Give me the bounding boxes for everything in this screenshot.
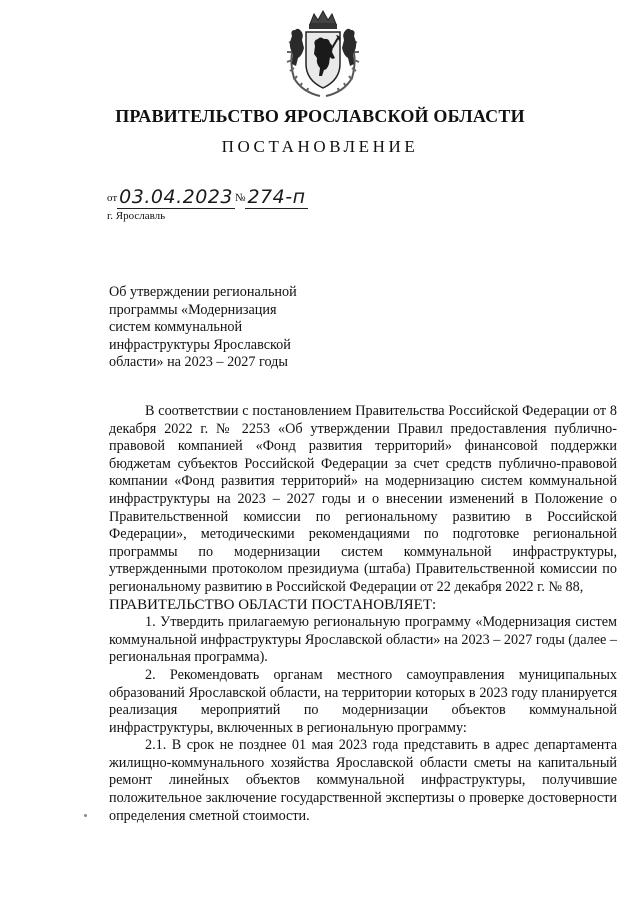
subject-line: Об утверждении региональной	[109, 284, 297, 300]
subject-line: систем коммунальной	[109, 319, 243, 335]
number-label: №	[234, 192, 246, 204]
clause-2-1: 2.1. В срок не позднее 01 мая 2023 года представить в адрес департамента жилищно-коммунального хозяйства Ярославской области сметы на капитальный ремонт линейных объектов коммунальной инфраструктуры, получившие положительное заключение государственной экспертизы о проверке достоверности определения сметной стоимости.	[109, 737, 617, 824]
subject-line: области» на 2023 – 2027 годы	[109, 354, 288, 370]
clause-2: 2. Рекомендовать органам местного самоуправления муниципальных образований Ярославской области, на территории которых в 2023 году планируется реализация мероприятий по модернизации объектов коммунальной инфраструктуры, включенных в региональную программу:	[109, 666, 617, 736]
subject-line: программы «Модернизация	[109, 301, 277, 318]
document-body	[109, 403, 617, 825]
dateline	[107, 186, 308, 208]
resolution-heading: ПРАВИТЕЛЬСТВО ОБЛАСТИ ПОСТАНОВЛЯЕТ:	[109, 596, 437, 613]
document-date: 03.04.2023	[119, 186, 233, 208]
scan-speck	[84, 814, 87, 817]
document-type: ПОСТАНОВЛЕНИЕ	[221, 137, 419, 156]
clause-1: 1. Утвердить прилагаемую региональную программу «Модернизация систем коммунальной инфраструктуры Ярославской области» на 2023 – 2027 годы (далее – региональная программа).	[109, 614, 617, 666]
yaroslavl-coat-of-arms-icon	[280, 8, 366, 100]
subject-line: инфраструктуры Ярославской	[109, 336, 291, 353]
city-label: г. Ярославль	[107, 210, 166, 222]
preamble-paragraph: В соответствии с постановлением Правительства Российской Федерации от 8 декабря 2022 г. № 2253 «Об утверждении Правил предоставления публично-правовой компанией «Фонд развития территорий» финансовой поддержки бюджетам субъектов Российской Федерации за счет средств публично-правовой компании «Фонд развития территорий» на модернизацию систем коммунальной инфраструктуры на 2023 – 2027 годы и о внесении изменений в Положение о Правительственной комиссии по региональному развитию в Российской Федерации», методическими рекомендациями по подготовке региональной программы по модернизации систем коммунальной инфраструктуры, утвержденными протоколом президиума (штаба) Правительственной комиссии по региональному развитию в Российской Федерации от 22 декабря 2022 г. № 88,	[109, 403, 617, 595]
government-title: ПРАВИТЕЛЬСТВО ЯРОСЛАВСКОЙ ОБЛАСТИ	[115, 106, 525, 126]
document-subject	[109, 284, 324, 372]
from-label: от	[107, 192, 118, 204]
document-number: 274-п	[247, 186, 306, 208]
